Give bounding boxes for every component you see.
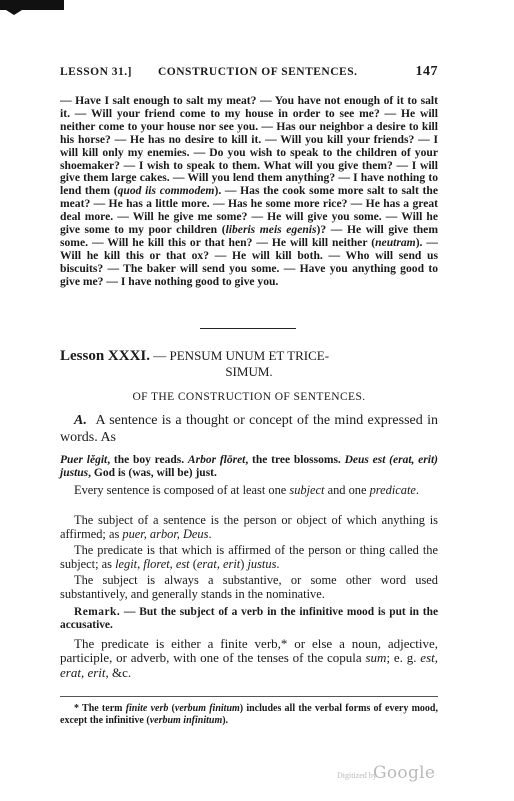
latin-term: legit, floret, est xyxy=(115,556,190,571)
lesson-latin-title-line1: — PENSUM UNUM ET TRICE- xyxy=(153,348,330,363)
text-run: , the tree blossoms. xyxy=(245,454,345,466)
latin-term: erat, erit xyxy=(196,556,241,571)
latin-term: est, erat, erit xyxy=(60,650,438,680)
remark-text: — But the subject of a verb in the infinitive mood is put in the accusative. xyxy=(60,606,438,631)
text-run: , the boy reads. xyxy=(107,454,188,466)
latin-term: Arbor flōret xyxy=(187,454,246,466)
definition-paragraph xyxy=(60,412,438,446)
latin-term: Puer lĕgit xyxy=(60,454,108,466)
latin-term: neutram xyxy=(375,235,416,249)
text-run: ) includes all the verbal forms of every mood, except the infinitive ( xyxy=(60,703,438,726)
latin-term: quod iis commodem xyxy=(117,184,215,198)
lesson-heading xyxy=(60,348,438,379)
remark-label: Remark. xyxy=(74,606,121,618)
header-lesson-number: LESSON 31.] xyxy=(60,66,132,78)
example-sentences xyxy=(60,454,438,480)
watermark-digitized-text: Digitized by xyxy=(337,771,377,780)
paragraph-predicate-forms xyxy=(60,637,438,680)
text-run: ). — Will he kill this or that ox? — He will kill both. — Who will send us biscuits? — The baker will send you some. — Have you anything good to give me? — I have nothing good to give you. xyxy=(60,235,438,288)
lesson-name: Lesson XXXI. xyxy=(60,348,151,364)
text-run: , &c. xyxy=(105,664,132,680)
latin-term: subject xyxy=(289,483,325,497)
lesson-latin-title-line2: SIMUM. xyxy=(225,364,273,379)
latin-term: sum xyxy=(365,650,387,666)
latin-term: justus xyxy=(247,556,277,571)
text-run: ). xyxy=(222,714,229,726)
text-run: The subject is always a substantive, or some other word used substantively, and generally stands in the nominative. xyxy=(60,573,438,601)
page-number: 147 xyxy=(415,64,438,79)
running-header xyxy=(60,66,438,82)
digitized-watermark xyxy=(337,763,457,785)
latin-term: Deus est (erat, erit) justus xyxy=(60,454,438,479)
paragraph-subject-case xyxy=(60,574,438,601)
watermark-brand-logo: Google xyxy=(373,763,436,783)
latin-term: verbum infinitum xyxy=(149,714,223,726)
footnote-rule xyxy=(60,696,438,697)
text-run: , God is (was, will be) just. xyxy=(88,467,217,479)
latin-term: verbum finitum xyxy=(174,703,240,714)
paragraph-predicate-definition xyxy=(60,544,438,571)
latin-term: finite verb xyxy=(125,703,169,714)
paragraph-subject-definition xyxy=(60,514,438,541)
text-run: * The term xyxy=(74,703,126,714)
text-run: The predicate is that which is affirmed of the person or thing called the subject; as xyxy=(60,543,438,571)
section-divider xyxy=(200,328,296,329)
definition-text: A sentence is a thought or concept of the mind expressed in words. As xyxy=(60,413,438,445)
text-run: ; e. g. xyxy=(386,650,421,666)
text-run: ). — Has the cook some more salt to salt the meat? — He has a little more. — Has he some more rice? — He has a great deal more. — Will he give me some? — He will give you some. — Will he give some to my poor children ( xyxy=(60,184,438,237)
text-run: ( xyxy=(189,556,197,571)
text-run: . xyxy=(415,483,420,497)
latin-term: liberis meis egenis xyxy=(225,223,317,237)
text-run: The predicate is either a finite verb,* or else a noun, adjective, participle, or adverb, with one of the tenses of the copula xyxy=(60,636,438,666)
text-run: )? — He will give them some. — Will he kill this or that hen? — He will kill neither ( xyxy=(60,223,438,249)
text-run: . xyxy=(208,526,212,541)
text-run: ( xyxy=(168,703,175,714)
scan-edge-mark xyxy=(0,0,64,10)
scan-edge-mark-tip xyxy=(6,10,22,15)
text-run: ) xyxy=(240,556,248,571)
text-run: . xyxy=(276,556,280,571)
paragraph-subject-predicate xyxy=(60,484,438,498)
section-title: OF THE CONSTRUCTION OF SENTENCES. xyxy=(132,391,366,403)
header-title: CONSTRUCTION OF SENTENCES. xyxy=(158,66,358,78)
latin-term: predicate xyxy=(369,483,416,497)
text-run: — Have I salt enough to salt my meat? — You have not enough of it to salt it. — Will your friend come to my house in order to see me? — He will neither come to your house nor see you. — Has our neighbor a desire to kill his horse? — He has no desire to kill it. — Will you kill your friends? — I will kill only my enemies. — Do you wish to speak to the children of your shoemaker? — I wish to speak to them. What will you give them? — I will give them large cakes. — Will you lend them anything? — I have nothing to lend them ( xyxy=(60,94,438,198)
text-run: and one xyxy=(324,483,370,497)
text-run: The subject of a sentence is the person or object of which anything is affirmed; as xyxy=(60,513,438,541)
latin-term: puer, arbor, Deus xyxy=(122,526,209,541)
text-run: Every sentence is composed of at least one xyxy=(74,483,290,497)
exercise-paragraph xyxy=(60,95,438,289)
remark-paragraph xyxy=(60,606,438,632)
paragraph-marker: A. xyxy=(74,413,87,428)
footnote xyxy=(60,703,438,726)
